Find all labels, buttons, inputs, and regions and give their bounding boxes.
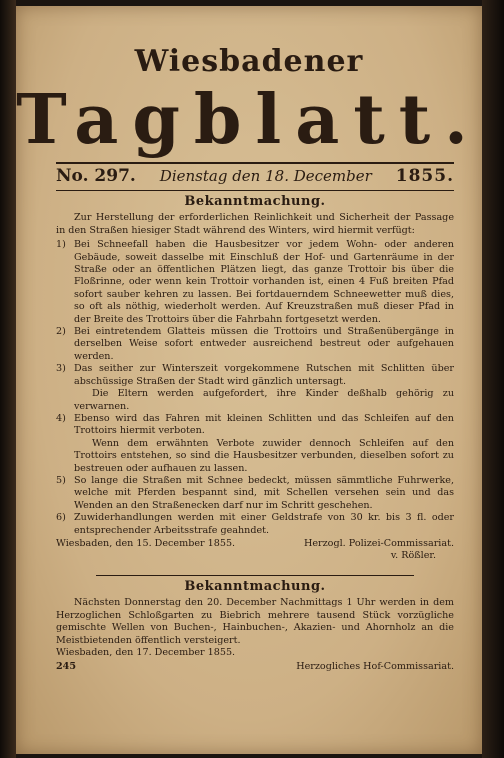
item-text: Bei eintretendem Glatteis müssen die Trottoirs und Straßenübergänge in derselben Weise sofort entweder ausreichend bestreut oder aufgehauen werden.: [74, 326, 454, 362]
notice-intro: Zur Herstellung der erforderlichen Reinlichkeit und Sicherheit der Passage in den Straßen hiesiger Stadt während des Winters, wird hiermit verfügt:: [56, 212, 454, 236]
item-text: Ebenso wird das Fahren mit kleinen Schlitten und das Schleifen auf den Trottoirs hiermit verboten.: [74, 412, 454, 437]
item-subtext: Wenn dem erwähnten Verbote zuwider dennoch Schleifen auf den Trottoirs entstehen, so sind die Hausbesitzer verbunden, dieselben sofort zu bestreuen oder aufhauen zu lassen.: [74, 437, 454, 474]
scan-edge-left: [0, 0, 16, 758]
dateline-top-rule: [56, 162, 454, 164]
ordinance-item: [56, 239, 454, 326]
item-number: 3): [56, 363, 66, 375]
item-number: 4): [56, 412, 66, 424]
notice-auction: [56, 581, 454, 674]
item-number: 1): [56, 239, 66, 251]
ordinance-list: [56, 239, 454, 537]
ordinance-item: [56, 512, 454, 537]
item-subtext: Die Eltern werden aufgefordert, ihre Kinder deßhalb gehörig zu verwarnen.: [74, 388, 454, 412]
item-number: 2): [56, 326, 66, 338]
issue-year: 1855.: [395, 166, 454, 186]
dateline-bottom-rule: [56, 190, 454, 191]
issue-date: Dienstag den 18. December: [159, 167, 372, 185]
place-date: Wiesbaden, den 17. December 1855.: [56, 647, 236, 659]
notice-title: Bekanntmachung.: [184, 579, 326, 594]
item-text: Bei Schneefall haben die Hausbesitzer vor jedem Wohn- oder anderen Gebäude, soweit dasselbe mit Einschluß der Hof- und Gartenräume in der Straße oder an öffentlichen Plätzen liegt, das ganze Trottoir bis über die Floßrinne, oder wenn kein Trottoir vorhanden ist, einen 4 Fuß breiten Pfad sofort sauber kehren zu lassen. Bei fortdauerndem Schneewetter muß dies, so oft als nöthig, wiederholt werden. Auf Kreuzstraßen muß dieser Pfad in der Breite des Trottoirs über die Fahrbahn fortgesetzt werden.: [74, 239, 454, 325]
issue-number: No. 297.: [56, 166, 136, 186]
notice-title: Bekanntmachung.: [184, 194, 326, 209]
item-text: Das seither zur Winterszeit vorgekommene Rutschen mit Schlitten über abschüssige Straßen der Stadt wird gänzlich untersagt.: [74, 363, 454, 387]
scan-edge-right: [482, 0, 504, 758]
dateline: [56, 166, 454, 188]
signature-row: [56, 538, 454, 550]
item-number: 5): [56, 474, 66, 486]
ordinance-item: [56, 413, 454, 475]
item-number: 6): [56, 512, 66, 524]
ordinance-item: [56, 326, 454, 363]
notice-police: [56, 196, 454, 563]
signer-name: v. Rößler.: [390, 550, 436, 562]
ordinance-item: [56, 363, 454, 413]
notice-body: Nächsten Donnerstag den 20. December Nachmittags 1 Uhr werden in dem Herzoglichen Schloßgarten zu Biebrich mehrere tausend Stück vorzügliche gemischte Wellen von Buchen-, Hainbuchen-, Akazien- und Ahornholz an die Meistbietenden öffentlich versteigert.: [56, 597, 454, 646]
place-date: Wiesbaden, den 15. December 1855.: [56, 537, 236, 549]
issuing-office: Herzogl. Polizei-Commissariat.: [303, 537, 454, 549]
ordinance-item: [56, 475, 454, 512]
item-text: Zuwiderhandlungen werden mit einer Geldstrafe von 30 kr. bis 3 fl. oder entsprechender Arbeitsstrafe geahndet.: [74, 512, 454, 536]
issuing-office: Herzogliches Hof-Commissariat.: [296, 661, 454, 673]
newspaper-page: [16, 6, 482, 754]
notice-divider: [96, 575, 414, 576]
page-number: 245: [56, 661, 77, 673]
footer-row: [56, 661, 454, 673]
item-text: So lange die Straßen mit Schnee bedeckt, müssen sämmtliche Fuhrwerke, welche mit Pferden bespannt sind, mit Schellen versehen sein und das Wenden an den Straßenecken darf nur im Schritt geschehen.: [74, 474, 454, 511]
masthead-title: Tagblatt.: [16, 80, 482, 160]
masthead-city: Wiesbadener: [134, 44, 364, 79]
